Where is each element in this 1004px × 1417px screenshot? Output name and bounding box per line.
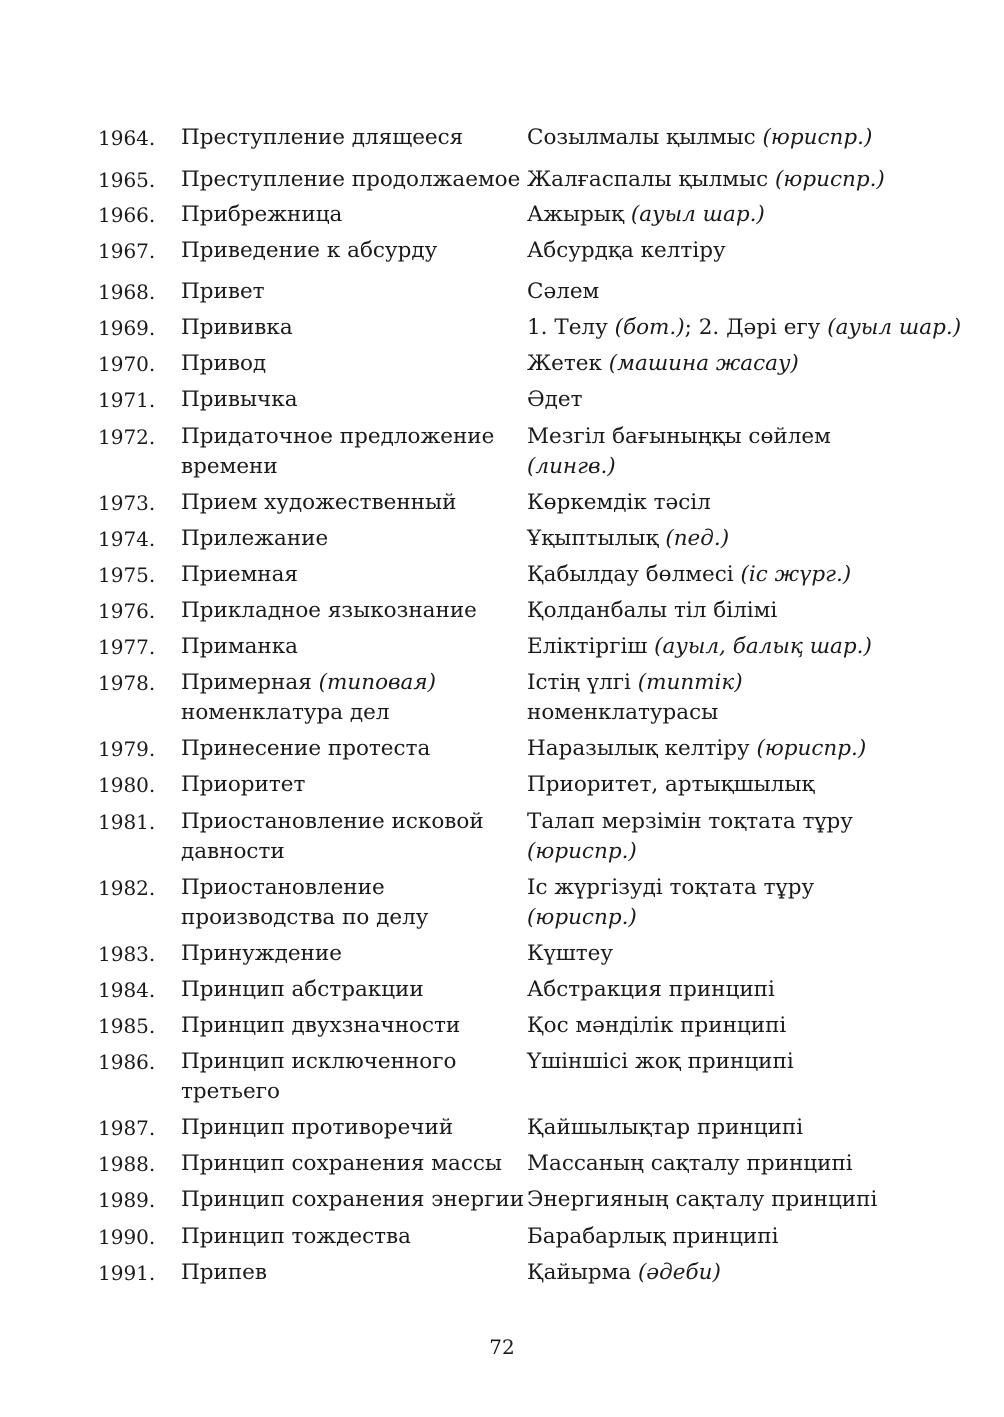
term-text: Примерная xyxy=(181,670,319,695)
entry-number: 1977. xyxy=(98,635,156,659)
entry-number: 1976. xyxy=(98,599,156,623)
kazakh-term-line xyxy=(527,200,947,230)
term-text: Талап мерзімін тоқтата тұру xyxy=(527,809,853,834)
russian-term-line xyxy=(181,698,521,728)
kazakh-term-line xyxy=(527,975,947,1005)
term-text: номенклатура дел xyxy=(181,700,390,725)
glossary-entry xyxy=(0,1113,1004,1143)
glossary-entry xyxy=(0,807,1004,867)
kazakh-term-line xyxy=(527,903,947,933)
kazakh-term-line xyxy=(527,236,947,266)
term-text: Принцип противоречий xyxy=(181,1115,454,1140)
kazakh-term-line xyxy=(527,488,947,518)
entry-number: 1966. xyxy=(98,203,156,227)
glossary-entry xyxy=(0,632,1004,662)
term-text: Мезгіл бағыныңқы сөйлем xyxy=(527,424,831,449)
kazakh-term xyxy=(527,200,947,230)
russian-term-line xyxy=(181,313,521,343)
russian-term xyxy=(181,939,521,969)
glossary-entry xyxy=(0,524,1004,554)
domain-label: (ауыл шар.) xyxy=(827,315,962,340)
kazakh-term xyxy=(527,1222,947,1252)
term-text: Приманка xyxy=(181,634,298,659)
russian-term xyxy=(181,1113,521,1143)
term-text: Барабарлық принципі xyxy=(527,1224,779,1249)
entry-number: 1971. xyxy=(98,388,156,412)
kazakh-term-line xyxy=(527,1113,947,1143)
russian-term-line xyxy=(181,200,521,230)
russian-term-line xyxy=(181,1222,521,1252)
term-text: Привычка xyxy=(181,387,298,412)
term-text: Наразылық келтіру xyxy=(527,736,757,761)
russian-term-line xyxy=(181,452,521,482)
term-text: номенклатурасы xyxy=(527,700,719,725)
term-text: Қос мәнділік принципі xyxy=(527,1013,787,1038)
russian-term xyxy=(181,236,521,266)
russian-term-line xyxy=(181,488,521,518)
entry-number: 1964. xyxy=(98,126,156,150)
entry-number: 1989. xyxy=(98,1188,156,1212)
term-text: Принцип абстракции xyxy=(181,977,424,1002)
kazakh-term xyxy=(527,1149,947,1179)
russian-term xyxy=(181,349,521,379)
russian-term-line xyxy=(181,123,521,153)
term-text: ; 2. Дәрі егу xyxy=(684,315,828,340)
domain-label: (юриспр.) xyxy=(775,167,885,192)
kazakh-term-line xyxy=(527,524,947,554)
domain-label: (ауыл, балық шар.) xyxy=(654,634,872,659)
domain-label: (юриспр.) xyxy=(762,125,873,150)
kazakh-term xyxy=(527,975,947,1005)
entry-number: 1975. xyxy=(98,563,156,587)
term-text: Қайшылықтар принципі xyxy=(527,1115,804,1140)
russian-term-line xyxy=(181,1113,521,1143)
term-text: Ажырық xyxy=(527,202,631,227)
glossary-entry xyxy=(0,668,1004,728)
term-text: Приоритет, артықшылық xyxy=(527,772,815,797)
russian-term xyxy=(181,200,521,230)
russian-term xyxy=(181,123,521,153)
russian-term-line xyxy=(181,165,521,195)
term-text: Преступление длящееся xyxy=(181,125,464,150)
russian-term xyxy=(181,1047,521,1107)
kazakh-term-line xyxy=(527,939,947,969)
domain-label: (типтік) xyxy=(637,670,743,695)
kazakh-term xyxy=(527,165,947,195)
term-text: Жетек xyxy=(527,351,609,376)
russian-term-line xyxy=(181,1149,521,1179)
term-text: Абстракция принципі xyxy=(527,977,775,1002)
glossary-entry xyxy=(0,596,1004,626)
glossary-entry xyxy=(0,560,1004,590)
entry-number: 1991. xyxy=(98,1261,156,1285)
entry-number: 1984. xyxy=(98,978,156,1002)
russian-term xyxy=(181,1149,521,1179)
glossary-entry xyxy=(0,422,1004,482)
kazakh-term xyxy=(527,939,947,969)
term-text: Энергияның сақталу принципі xyxy=(527,1187,878,1212)
glossary-entry xyxy=(0,385,1004,415)
domain-label: (юриспр.) xyxy=(527,839,637,864)
russian-term-line xyxy=(181,873,521,903)
term-text: Қолданбалы тіл білімі xyxy=(527,598,778,623)
term-text: Приемная xyxy=(181,562,299,587)
entry-number: 1972. xyxy=(98,425,156,449)
term-text: Күштеу xyxy=(527,941,614,966)
glossary-entry xyxy=(0,939,1004,969)
russian-term xyxy=(181,488,521,518)
glossary-entry xyxy=(0,165,1004,195)
russian-term xyxy=(181,422,521,482)
entry-number: 1983. xyxy=(98,942,156,966)
russian-term-line xyxy=(181,422,521,452)
russian-term-line xyxy=(181,632,521,662)
term-text: Прикладное языкознание xyxy=(181,598,477,623)
kazakh-term-line xyxy=(527,632,947,662)
term-text: Привод xyxy=(181,351,267,376)
term-text: Привет xyxy=(181,279,265,304)
entry-number: 1981. xyxy=(98,810,156,834)
kazakh-term xyxy=(527,349,947,379)
term-text: Іс жүргізуді тоқтата тұру xyxy=(527,875,815,900)
russian-term-line xyxy=(181,349,521,379)
term-text: Сәлем xyxy=(527,279,600,304)
term-text: Әдет xyxy=(527,387,583,412)
domain-label: (пед.) xyxy=(665,526,730,551)
kazakh-term xyxy=(527,123,947,153)
entry-number: 1967. xyxy=(98,239,156,263)
kazakh-term-line xyxy=(527,165,947,195)
term-text: Припев xyxy=(181,1260,267,1285)
russian-term xyxy=(181,313,521,343)
term-text: 1. Телу xyxy=(527,315,615,340)
glossary-entry xyxy=(0,277,1004,307)
term-text: Массаның сақталу принципі xyxy=(527,1151,853,1176)
page-number: 72 xyxy=(489,1335,515,1359)
russian-term-line xyxy=(181,903,521,933)
russian-term-line xyxy=(181,277,521,307)
kazakh-term-line xyxy=(527,277,947,307)
term-text: Приостановление исковой xyxy=(181,809,484,834)
term-text: Приоритет xyxy=(181,772,306,797)
entry-number: 1969. xyxy=(98,316,156,340)
entry-number: 1970. xyxy=(98,352,156,376)
entry-number: 1980. xyxy=(98,773,156,797)
russian-term xyxy=(181,165,521,195)
entry-number: 1979. xyxy=(98,737,156,761)
russian-term-line xyxy=(181,1047,521,1077)
kazakh-term-line xyxy=(527,698,947,728)
russian-term xyxy=(181,807,521,867)
term-text: Еліктіргіш xyxy=(527,634,655,659)
term-text: Приведение к абсурду xyxy=(181,238,438,263)
term-text: третьего xyxy=(181,1079,280,1104)
term-text: Прибрежница xyxy=(181,202,343,227)
term-text: Принуждение xyxy=(181,941,342,966)
term-text: Приостановление xyxy=(181,875,385,900)
term-text: Прилежание xyxy=(181,526,329,551)
term-text: давности xyxy=(181,839,285,864)
russian-term-line xyxy=(181,236,521,266)
term-text: Үшіншісі жоқ принципі xyxy=(527,1049,794,1074)
kazakh-term xyxy=(527,734,947,764)
kazakh-term xyxy=(527,1113,947,1143)
glossary-entry xyxy=(0,1047,1004,1107)
glossary-entry xyxy=(0,1258,1004,1288)
term-text: Жалғаспалы қылмыс xyxy=(527,167,776,192)
domain-label: (іс жүрг.) xyxy=(740,562,852,587)
domain-label: (әдеби) xyxy=(638,1260,721,1285)
glossary-entry xyxy=(0,734,1004,764)
term-text: Ұқыптылық xyxy=(527,526,666,551)
entry-number: 1985. xyxy=(98,1014,156,1038)
kazakh-term-line xyxy=(527,422,947,452)
russian-term xyxy=(181,277,521,307)
russian-term xyxy=(181,734,521,764)
glossary-entry xyxy=(0,123,1004,153)
kazakh-term-line xyxy=(527,313,962,343)
domain-label: (машина жасау) xyxy=(608,351,799,376)
kazakh-term-line xyxy=(527,837,947,867)
russian-term-line xyxy=(181,837,521,867)
kazakh-term-line xyxy=(527,734,947,764)
kazakh-term-line xyxy=(527,349,947,379)
term-text: Абсурдқа келтіру xyxy=(527,238,726,263)
kazakh-term-line xyxy=(527,123,947,153)
kazakh-term xyxy=(527,1258,947,1288)
term-text: Прием художественный xyxy=(181,490,457,515)
domain-label: (юриспр.) xyxy=(756,736,867,761)
kazakh-term-line xyxy=(527,1222,947,1252)
russian-term-line xyxy=(181,1011,521,1041)
russian-term-line xyxy=(181,734,521,764)
entry-number: 1986. xyxy=(98,1050,156,1074)
glossary-entry xyxy=(0,1149,1004,1179)
glossary-entry xyxy=(0,770,1004,800)
glossary-entry xyxy=(0,1185,1004,1215)
glossary-entry xyxy=(0,1011,1004,1041)
entry-number: 1988. xyxy=(98,1152,156,1176)
russian-term xyxy=(181,1222,521,1252)
entry-number: 1982. xyxy=(98,876,156,900)
kazakh-term xyxy=(527,277,947,307)
entry-number: 1974. xyxy=(98,527,156,551)
kazakh-term-line xyxy=(527,596,947,626)
term-text: Қайырма xyxy=(527,1260,639,1285)
kazakh-term-line xyxy=(527,770,947,800)
russian-term xyxy=(181,1258,521,1288)
glossary-entry xyxy=(0,349,1004,379)
term-text: Преступление продолжаемое xyxy=(181,167,521,192)
kazakh-term xyxy=(527,807,947,867)
kazakh-term-line xyxy=(527,1149,947,1179)
russian-term xyxy=(181,1185,525,1215)
russian-term xyxy=(181,596,521,626)
kazakh-term xyxy=(527,560,947,590)
kazakh-term xyxy=(527,632,947,662)
kazakh-term-line xyxy=(527,560,947,590)
domain-label: (бот.) xyxy=(614,315,685,340)
russian-term xyxy=(181,1011,521,1041)
kazakh-term xyxy=(527,1047,947,1077)
term-text: Принесение протеста xyxy=(181,736,431,761)
kazakh-term-line xyxy=(527,1185,947,1215)
kazakh-term-line xyxy=(527,807,947,837)
russian-term-line xyxy=(181,1185,525,1215)
russian-term-line xyxy=(181,385,521,415)
russian-term xyxy=(181,873,521,933)
kazakh-term-line xyxy=(527,452,947,482)
russian-term-line xyxy=(181,807,521,837)
kazakh-term xyxy=(527,596,947,626)
kazakh-term xyxy=(527,385,947,415)
kazakh-term-line xyxy=(527,1047,947,1077)
term-text: Принцип двухзначности xyxy=(181,1013,461,1038)
term-text: времени xyxy=(181,454,278,479)
kazakh-term xyxy=(527,313,962,343)
term-text: Придаточное предложение xyxy=(181,424,495,449)
domain-label: (юриспр.) xyxy=(527,905,637,930)
term-text: Көркемдік тәсіл xyxy=(527,490,711,515)
term-text: Принцип исключенного xyxy=(181,1049,457,1074)
kazakh-term xyxy=(527,488,947,518)
glossary-entry xyxy=(0,488,1004,518)
glossary-entry xyxy=(0,873,1004,933)
term-text: Прививка xyxy=(181,315,293,340)
kazakh-term xyxy=(527,236,947,266)
glossary-entry xyxy=(0,975,1004,1005)
russian-term-line xyxy=(181,770,521,800)
kazakh-term-line xyxy=(527,668,947,698)
term-text: Істің үлгі xyxy=(527,670,638,695)
russian-term xyxy=(181,560,521,590)
russian-term-line xyxy=(181,939,521,969)
term-text: производства по делу xyxy=(181,905,429,930)
kazakh-term xyxy=(527,524,947,554)
kazakh-term xyxy=(527,422,947,482)
domain-label: (лингв.) xyxy=(527,454,616,479)
glossary-entry xyxy=(0,200,1004,230)
russian-term xyxy=(181,770,521,800)
kazakh-term-line xyxy=(527,1258,947,1288)
russian-term-line xyxy=(181,596,521,626)
glossary-entry xyxy=(0,313,1004,343)
kazakh-term-line xyxy=(527,873,947,903)
glossary-entry xyxy=(0,1222,1004,1252)
term-text: Қабылдау бөлмесі xyxy=(527,562,741,587)
russian-term xyxy=(181,668,521,728)
term-text: Принцип сохранения массы xyxy=(181,1151,503,1176)
kazakh-term xyxy=(527,1011,947,1041)
russian-term-line xyxy=(181,1077,521,1107)
kazakh-term-line xyxy=(527,1011,947,1041)
term-text: Принцип сохранения энергии xyxy=(181,1187,525,1212)
russian-term xyxy=(181,975,521,1005)
russian-term-line xyxy=(181,524,521,554)
kazakh-term xyxy=(527,1185,947,1215)
entry-number: 1978. xyxy=(98,671,156,695)
term-text: Принцип тождества xyxy=(181,1224,411,1249)
entry-number: 1973. xyxy=(98,491,156,515)
entry-number: 1968. xyxy=(98,280,156,304)
russian-term xyxy=(181,632,521,662)
glossary-entry xyxy=(0,236,1004,266)
russian-term xyxy=(181,524,521,554)
entry-number: 1987. xyxy=(98,1116,156,1140)
russian-term-line xyxy=(181,975,521,1005)
entry-number: 1965. xyxy=(98,168,156,192)
kazakh-term xyxy=(527,668,947,728)
kazakh-term xyxy=(527,770,947,800)
domain-label: (типовая) xyxy=(318,670,436,695)
russian-term-line xyxy=(181,668,521,698)
entry-number: 1990. xyxy=(98,1225,156,1249)
term-text: Созылмалы қылмыс xyxy=(527,125,763,150)
domain-label: (ауыл шар.) xyxy=(630,202,765,227)
kazakh-term-line xyxy=(527,385,947,415)
russian-term xyxy=(181,385,521,415)
kazakh-term xyxy=(527,873,947,933)
russian-term-line xyxy=(181,560,521,590)
russian-term-line xyxy=(181,1258,521,1288)
